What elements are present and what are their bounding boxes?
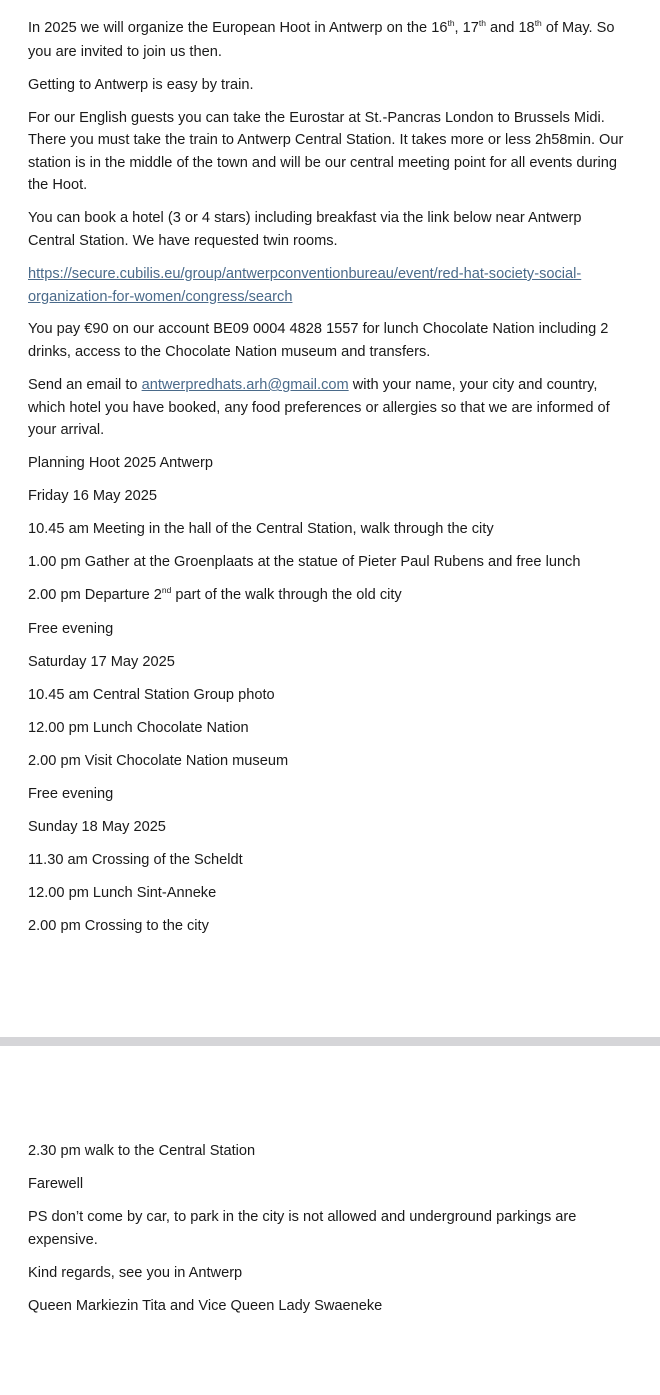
friday-heading: Friday 16 May 2025	[28, 488, 157, 505]
schedule-item: 2.00 pm Visit Chocolate Nation museum	[28, 753, 289, 770]
ordinal-suffix: th	[447, 18, 455, 28]
schedule-item: 10.45 am Meeting in the hall of the Central Station, walk through the city	[28, 521, 494, 538]
schedule-item: Free evening	[28, 621, 114, 638]
schedule-item: 11.30 am Crossing of the Scheldt	[28, 852, 243, 869]
hotel-paragraph: You can book a hotel (3 or 4 stars) including breakfast via the link below near Antwerp Central Station. We have requested twin rooms.	[28, 210, 582, 249]
train-paragraph: Getting to Antwerp is easy by train.	[28, 76, 254, 93]
eurostar-paragraph: For our English guests you can take the Eurostar at St.-Pancras London to Brussels Midi. There you must take the train to Antwerp Central Station. It takes more or less 2h58min. Our station is in the middle of the town and will be our central meeting point for all events during the Hoot.	[28, 109, 624, 194]
schedule-item: 1.00 pm Gather at the Groenplaats at the statue of Pieter Paul Rubens and free lunch	[28, 554, 581, 571]
ordinal-suffix: th	[534, 18, 542, 28]
signature-text: Queen Markiezin Tita and Vice Queen Lady Swaeneke	[28, 1297, 383, 1314]
schedule-item: 10.45 am Central Station Group photo	[28, 687, 275, 704]
ordinal-suffix: th	[478, 18, 486, 28]
email-text-after: with your name, your city and country, which hotel you have booked, any food preferences or allergies so that we are informed of your arrival.	[28, 377, 610, 439]
ordinal-suffix: nd	[161, 585, 172, 596]
hotel-booking-link[interactable]: https://secure.cubilis.eu/group/antwerpconventionbureau/event/red-hat-society-social-organization-for-women/congress/search	[28, 265, 582, 305]
intro-text-1: In 2025 we will organize the European Hoot in Antwerp on the 16	[28, 20, 448, 36]
hotel-link-paragraph	[28, 263, 632, 308]
payment-paragraph: You pay €90 on our account BE09 0004 4828 1557 for lunch Chocolate Nation including 2 drinks, access to the Chocolate Nation museum and transfers.	[28, 321, 609, 361]
schedule-item: 2.00 pm Crossing to the city	[28, 918, 209, 935]
schedule-item	[28, 584, 632, 608]
saturday-heading: Saturday 17 May 2025	[28, 654, 175, 671]
email-link[interactable]: antwerpredhats.arh@gmail.com	[141, 377, 349, 394]
intro-paragraph	[28, 17, 632, 63]
schedule-item: 2.30 pm walk to the Central Station	[28, 1143, 256, 1159]
page-1-content	[28, 17, 632, 948]
intro-text-4: of May. So you are invited to join us then.	[28, 20, 615, 60]
schedule-item-text: part of the walk through the old city	[171, 587, 402, 604]
schedule-item: 12.00 pm Lunch Chocolate Nation	[28, 720, 249, 737]
email-text-before: Send an email to	[28, 377, 142, 394]
regards-text: Kind regards, see you in Antwerp	[28, 1264, 243, 1281]
schedule-item-text: 2.00 pm Departure 2	[28, 587, 162, 604]
farewell-text: Farewell	[28, 1175, 84, 1192]
page-separator	[0, 1037, 660, 1046]
email-paragraph	[28, 374, 632, 442]
intro-text-3: and 18	[485, 20, 535, 36]
schedule-item: Free evening	[28, 786, 114, 803]
intro-text-2: , 17	[454, 20, 479, 36]
sunday-heading: Sunday 18 May 2025	[28, 819, 166, 836]
planning-title: Planning Hoot 2025 Antwerp	[28, 455, 213, 472]
document-page-2	[0, 1046, 660, 1395]
page-2-content	[28, 1140, 632, 1328]
ps-paragraph: PS don’t come by car, to park in the city is not allowed and underground parkings are expensive.	[28, 1208, 577, 1248]
schedule-item: 12.00 pm Lunch Sint-Anneke	[28, 885, 217, 902]
